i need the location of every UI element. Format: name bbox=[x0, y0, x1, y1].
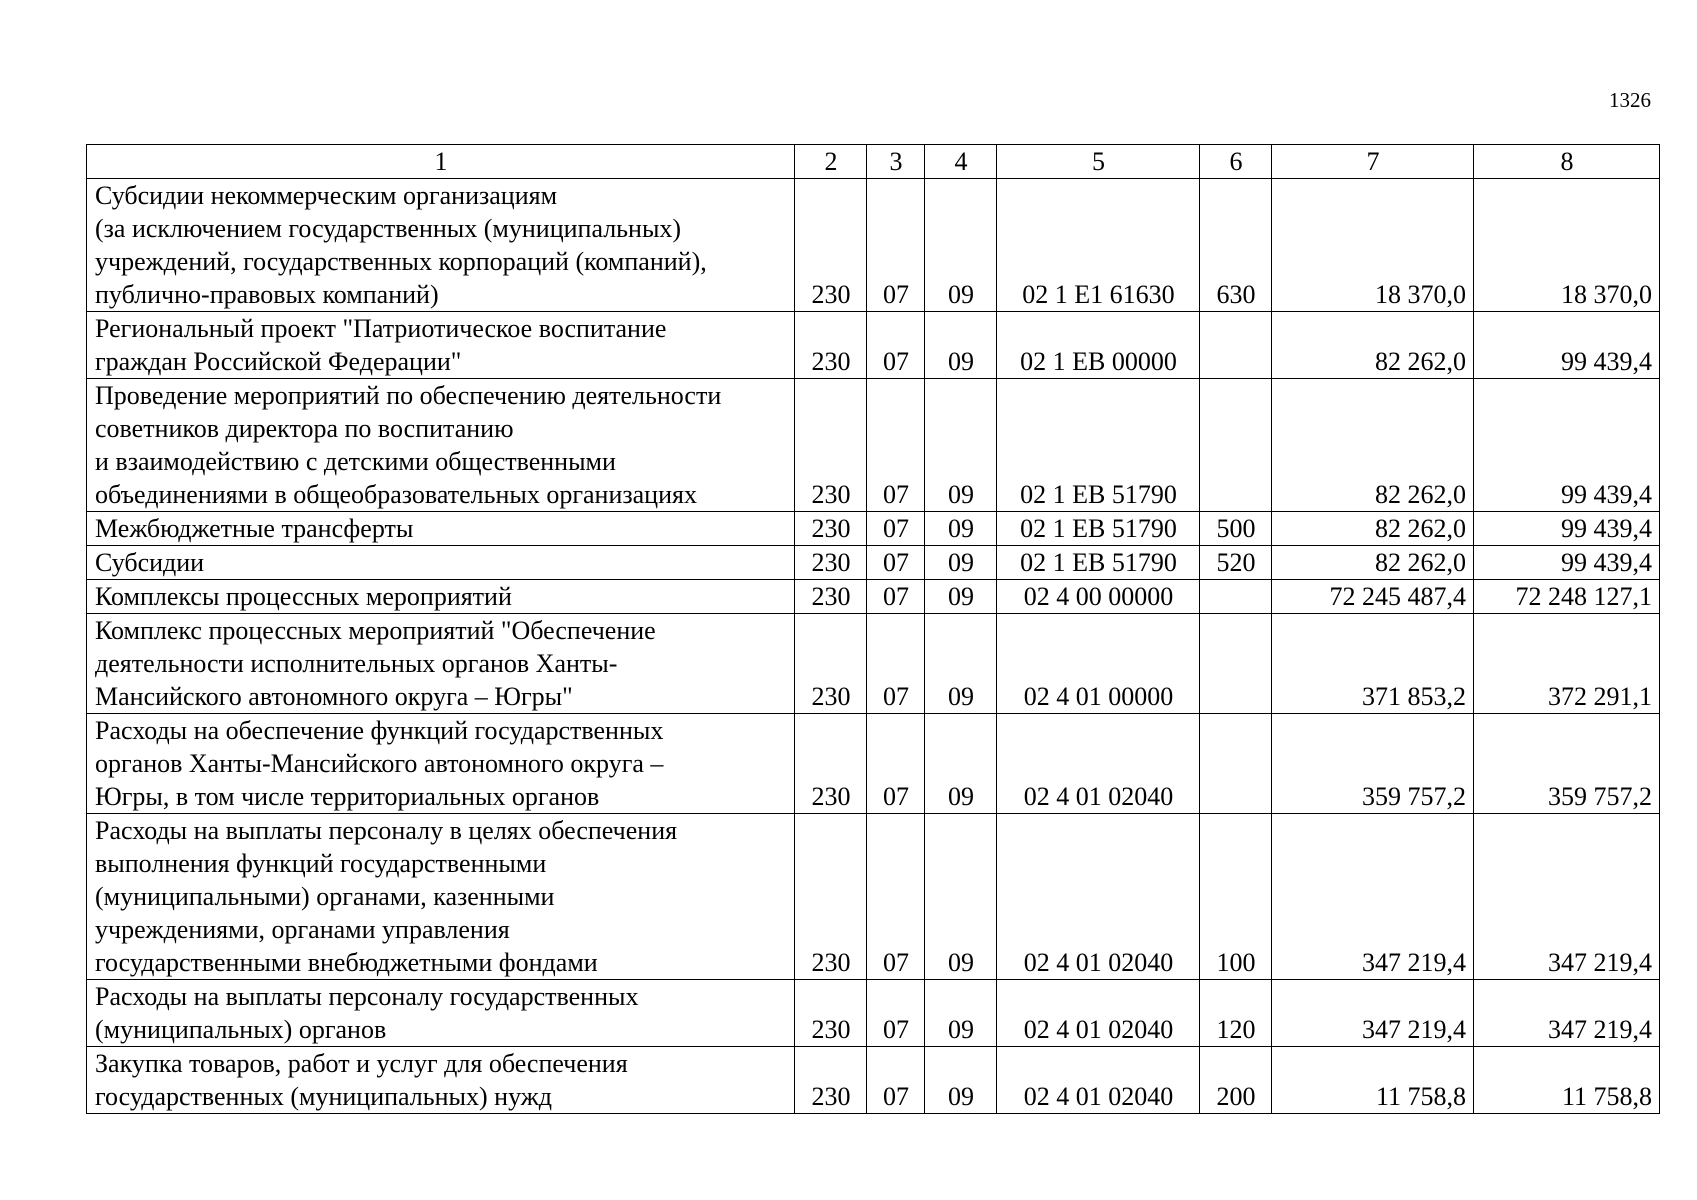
amount-year1-cell: 11 758,8 bbox=[1272, 1047, 1474, 1114]
column-header: 5 bbox=[997, 145, 1200, 179]
table-row bbox=[87, 714, 1660, 814]
amount-year1-cell: 359 757,2 bbox=[1272, 714, 1474, 814]
section-code-cell: 07 bbox=[867, 614, 925, 714]
subsection-code-cell: 09 bbox=[925, 1047, 997, 1114]
target-article-cell: 02 4 01 02040 bbox=[997, 980, 1200, 1047]
target-article-cell: 02 4 00 00000 bbox=[997, 580, 1200, 614]
ministry-code-cell: 230 bbox=[795, 1047, 867, 1114]
amount-year1-cell: 371 853,2 bbox=[1272, 614, 1474, 714]
row-name-cell: Субсидии некоммерческим организациям (за исключением государственных (муниципальных) учреждений, государственных корпораций (компаний), публично-правовых компаний) bbox=[87, 179, 795, 312]
amount-year2-cell: 99 439,4 bbox=[1474, 312, 1660, 379]
section-code-cell: 07 bbox=[867, 379, 925, 512]
target-article-cell: 02 1 ЕВ 51790 bbox=[997, 512, 1200, 546]
expense-type-cell: 200 bbox=[1200, 1047, 1272, 1114]
table-row bbox=[87, 379, 1660, 512]
amount-year1-cell: 82 262,0 bbox=[1272, 312, 1474, 379]
target-article-cell: 02 1 ЕВ 51790 bbox=[997, 379, 1200, 512]
ministry-code-cell: 230 bbox=[795, 814, 867, 980]
amount-year2-cell: 347 219,4 bbox=[1474, 980, 1660, 1047]
amount-year2-cell: 372 291,1 bbox=[1474, 614, 1660, 714]
expense-type-cell bbox=[1200, 312, 1272, 379]
amount-year2-cell: 359 757,2 bbox=[1474, 714, 1660, 814]
ministry-code-cell: 230 bbox=[795, 312, 867, 379]
subsection-code-cell: 09 bbox=[925, 814, 997, 980]
section-code-cell: 07 bbox=[867, 980, 925, 1047]
table-row bbox=[87, 512, 1660, 546]
amount-year1-cell: 347 219,4 bbox=[1272, 814, 1474, 980]
amount-year2-cell: 11 758,8 bbox=[1474, 1047, 1660, 1114]
expense-type-cell: 630 bbox=[1200, 179, 1272, 312]
subsection-code-cell: 09 bbox=[925, 512, 997, 546]
row-name-cell: Субсидии bbox=[87, 546, 795, 580]
target-article-cell: 02 4 01 02040 bbox=[997, 714, 1200, 814]
ministry-code-cell: 230 bbox=[795, 179, 867, 312]
amount-year1-cell: 82 262,0 bbox=[1272, 379, 1474, 512]
section-code-cell: 07 bbox=[867, 179, 925, 312]
expense-type-cell: 520 bbox=[1200, 546, 1272, 580]
target-article-cell: 02 4 01 02040 bbox=[997, 1047, 1200, 1114]
column-header: 7 bbox=[1272, 145, 1474, 179]
section-code-cell: 07 bbox=[867, 814, 925, 980]
table-row bbox=[87, 1047, 1660, 1114]
header-row bbox=[87, 145, 1660, 179]
amount-year2-cell: 347 219,4 bbox=[1474, 814, 1660, 980]
section-code-cell: 07 bbox=[867, 312, 925, 379]
subsection-code-cell: 09 bbox=[925, 580, 997, 614]
row-name-cell: Комплексы процессных мероприятий bbox=[87, 580, 795, 614]
ministry-code-cell: 230 bbox=[795, 546, 867, 580]
amount-year2-cell: 99 439,4 bbox=[1474, 379, 1660, 512]
target-article-cell: 02 1 ЕВ 00000 bbox=[997, 312, 1200, 379]
table-row bbox=[87, 614, 1660, 714]
amount-year2-cell: 72 248 127,1 bbox=[1474, 580, 1660, 614]
column-header: 8 bbox=[1474, 145, 1660, 179]
target-article-cell: 02 4 01 00000 bbox=[997, 614, 1200, 714]
row-name-cell: Закупка товаров, работ и услуг для обеспечения государственных (муниципальных) нужд bbox=[87, 1047, 795, 1114]
ministry-code-cell: 230 bbox=[795, 980, 867, 1047]
column-header: 3 bbox=[867, 145, 925, 179]
budget-table bbox=[86, 144, 1660, 1114]
table-row bbox=[87, 980, 1660, 1047]
table-row bbox=[87, 580, 1660, 614]
ministry-code-cell: 230 bbox=[795, 379, 867, 512]
amount-year1-cell: 82 262,0 bbox=[1272, 512, 1474, 546]
target-article-cell: 02 1 Е1 61630 bbox=[997, 179, 1200, 312]
amount-year1-cell: 72 245 487,4 bbox=[1272, 580, 1474, 614]
expense-type-cell: 500 bbox=[1200, 512, 1272, 546]
amount-year2-cell: 99 439,4 bbox=[1474, 512, 1660, 546]
subsection-code-cell: 09 bbox=[925, 614, 997, 714]
section-code-cell: 07 bbox=[867, 714, 925, 814]
row-name-cell: Расходы на выплаты персоналу государственных (муниципальных) органов bbox=[87, 980, 795, 1047]
subsection-code-cell: 09 bbox=[925, 312, 997, 379]
table-row bbox=[87, 814, 1660, 980]
amount-year1-cell: 82 262,0 bbox=[1272, 546, 1474, 580]
amount-year1-cell: 18 370,0 bbox=[1272, 179, 1474, 312]
expense-type-cell bbox=[1200, 580, 1272, 614]
table-row bbox=[87, 546, 1660, 580]
subsection-code-cell: 09 bbox=[925, 546, 997, 580]
column-header: 4 bbox=[925, 145, 997, 179]
ministry-code-cell: 230 bbox=[795, 512, 867, 546]
amount-year1-cell: 347 219,4 bbox=[1272, 980, 1474, 1047]
subsection-code-cell: 09 bbox=[925, 379, 997, 512]
expense-type-cell bbox=[1200, 614, 1272, 714]
row-name-cell: Региональный проект "Патриотическое воспитание граждан Российской Федерации" bbox=[87, 312, 795, 379]
amount-year2-cell: 18 370,0 bbox=[1474, 179, 1660, 312]
expense-type-cell: 120 bbox=[1200, 980, 1272, 1047]
section-code-cell: 07 bbox=[867, 580, 925, 614]
expense-type-cell: 100 bbox=[1200, 814, 1272, 980]
page-number: 1326 bbox=[1609, 88, 1651, 112]
section-code-cell: 07 bbox=[867, 1047, 925, 1114]
expense-type-cell bbox=[1200, 379, 1272, 512]
ministry-code-cell: 230 bbox=[795, 614, 867, 714]
expense-type-cell bbox=[1200, 714, 1272, 814]
section-code-cell: 07 bbox=[867, 546, 925, 580]
subsection-code-cell: 09 bbox=[925, 714, 997, 814]
subsection-code-cell: 09 bbox=[925, 980, 997, 1047]
target-article-cell: 02 4 01 02040 bbox=[997, 814, 1200, 980]
row-name-cell: Расходы на выплаты персоналу в целях обеспечения выполнения функций государственными (муниципальными) органами, казенными учреждениями, органами управления государственными внебюджетными фондами bbox=[87, 814, 795, 980]
target-article-cell: 02 1 ЕВ 51790 bbox=[997, 546, 1200, 580]
row-name-cell: Межбюджетные трансферты bbox=[87, 512, 795, 546]
row-name-cell: Расходы на обеспечение функций государственных органов Ханты-Мансийского автономного округа – Югры, в том числе территориальных органов bbox=[87, 714, 795, 814]
row-name-cell: Комплекс процессных мероприятий "Обеспечение деятельности исполнительных органов Ханты- Мансийского автономного округа – Югры" bbox=[87, 614, 795, 714]
amount-year2-cell: 99 439,4 bbox=[1474, 546, 1660, 580]
section-code-cell: 07 bbox=[867, 512, 925, 546]
column-header: 1 bbox=[87, 145, 795, 179]
ministry-code-cell: 230 bbox=[795, 580, 867, 614]
table-row bbox=[87, 179, 1660, 312]
table-row bbox=[87, 312, 1660, 379]
column-header: 6 bbox=[1200, 145, 1272, 179]
column-header: 2 bbox=[795, 145, 867, 179]
ministry-code-cell: 230 bbox=[795, 714, 867, 814]
subsection-code-cell: 09 bbox=[925, 179, 997, 312]
row-name-cell: Проведение мероприятий по обеспечению деятельности советников директора по воспитанию и взаимодействию с детскими общественными объединениями в общеобразовательных организациях bbox=[87, 379, 795, 512]
